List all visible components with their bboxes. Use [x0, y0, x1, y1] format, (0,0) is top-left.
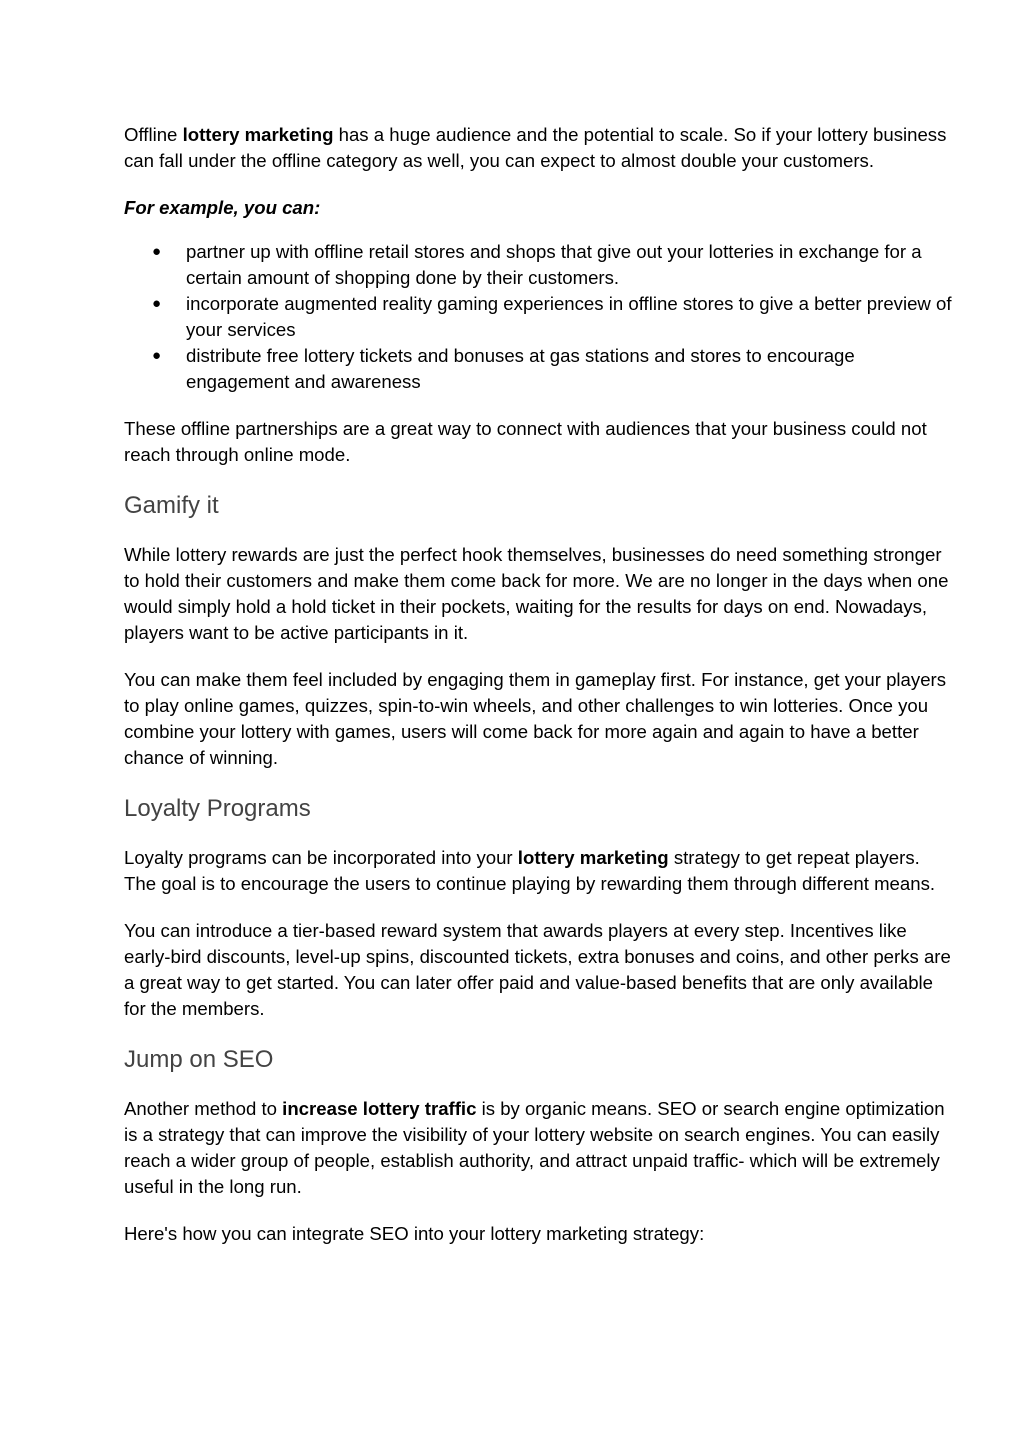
seo-text-end: is by organic means. SEO or search engine optimization is a strategy that can improve the visibility of your lottery website on search engines. You can easily reach a wider group of people, establish authority, and attract unpaid traffic- which will be extremely useful in the long run.	[124, 1098, 945, 1197]
list-item	[124, 291, 954, 343]
seo-paragraph-1	[124, 1096, 954, 1200]
list-item	[124, 239, 954, 291]
seo-text-start: Another method to	[124, 1098, 283, 1119]
intro-text-end: has a huge audience and the potential to scale. So if your lottery business can fall under the offline category as well, you can expect to almost double your customers.	[124, 124, 947, 171]
seo-keyword: increase lottery traffic	[282, 1098, 477, 1119]
intro-paragraph	[124, 122, 954, 174]
loyalty-text-end: strategy to get repeat players. The goal is to encourage the users to continue playing by rewarding them through different means.	[124, 847, 936, 894]
list-item	[124, 343, 954, 395]
gamify-paragraph-1: While lottery rewards are just the perfect hook themselves, businesses do need something stronger to hold their customers and make them come back for more. We are no longer in the days when one would simply hold a hold ticket in their pockets, waiting for the results for days on end. Nowadays, players want to be active participants in it.	[124, 544, 949, 643]
loyalty-keyword: lottery marketing	[517, 847, 669, 868]
seo-heading: Jump on SEO	[124, 1046, 274, 1073]
list-item-text: partner up with offline retail stores and shops that give out your lotteries in exchange for a certain amount of shopping done by their customers.	[186, 241, 922, 288]
loyalty-paragraph-1	[124, 845, 954, 897]
list-item-text: incorporate augmented reality gaming experiences in offline stores to give a better preview of your services	[186, 293, 952, 340]
document-page	[124, 122, 954, 1247]
loyalty-text-start: Loyalty programs can be incorporated into your	[124, 847, 518, 868]
bullet-icon: ●	[152, 347, 162, 364]
list-item-text: distribute free lottery tickets and bonuses at gas stations and stores to encourage engagement and awareness	[186, 345, 855, 392]
bullet-icon: ●	[152, 243, 162, 260]
bullet-icon: ●	[152, 295, 162, 312]
loyalty-heading: Loyalty Programs	[124, 795, 311, 822]
intro-text-start: Offline	[124, 124, 183, 145]
offline-summary-paragraph: These offline partnerships are a great way to connect with audiences that your business could not reach through online mode.	[124, 418, 927, 465]
seo-paragraph-2: Here's how you can integrate SEO into your lottery marketing strategy:	[124, 1223, 705, 1244]
gamify-heading: Gamify it	[124, 492, 219, 519]
loyalty-paragraph-2: You can introduce a tier-based reward system that awards players at every step. Incentives like early-bird discounts, level-up spins, discounted tickets, extra bonuses and coins, and other perks are a great way to get started. You can later offer paid and value-based benefits that are only available for the members.	[124, 920, 951, 1019]
example-list	[124, 239, 954, 395]
example-label: For example, you can:	[124, 197, 321, 218]
gamify-paragraph-2: You can make them feel included by engaging them in gameplay first. For instance, get your players to play online games, quizzes, spin-to-win wheels, and other challenges to win lotteries. Once you combine your lottery with games, users will come back for more again and again to have a better chance of winning.	[124, 669, 947, 768]
intro-keyword: lottery marketing	[182, 124, 334, 145]
